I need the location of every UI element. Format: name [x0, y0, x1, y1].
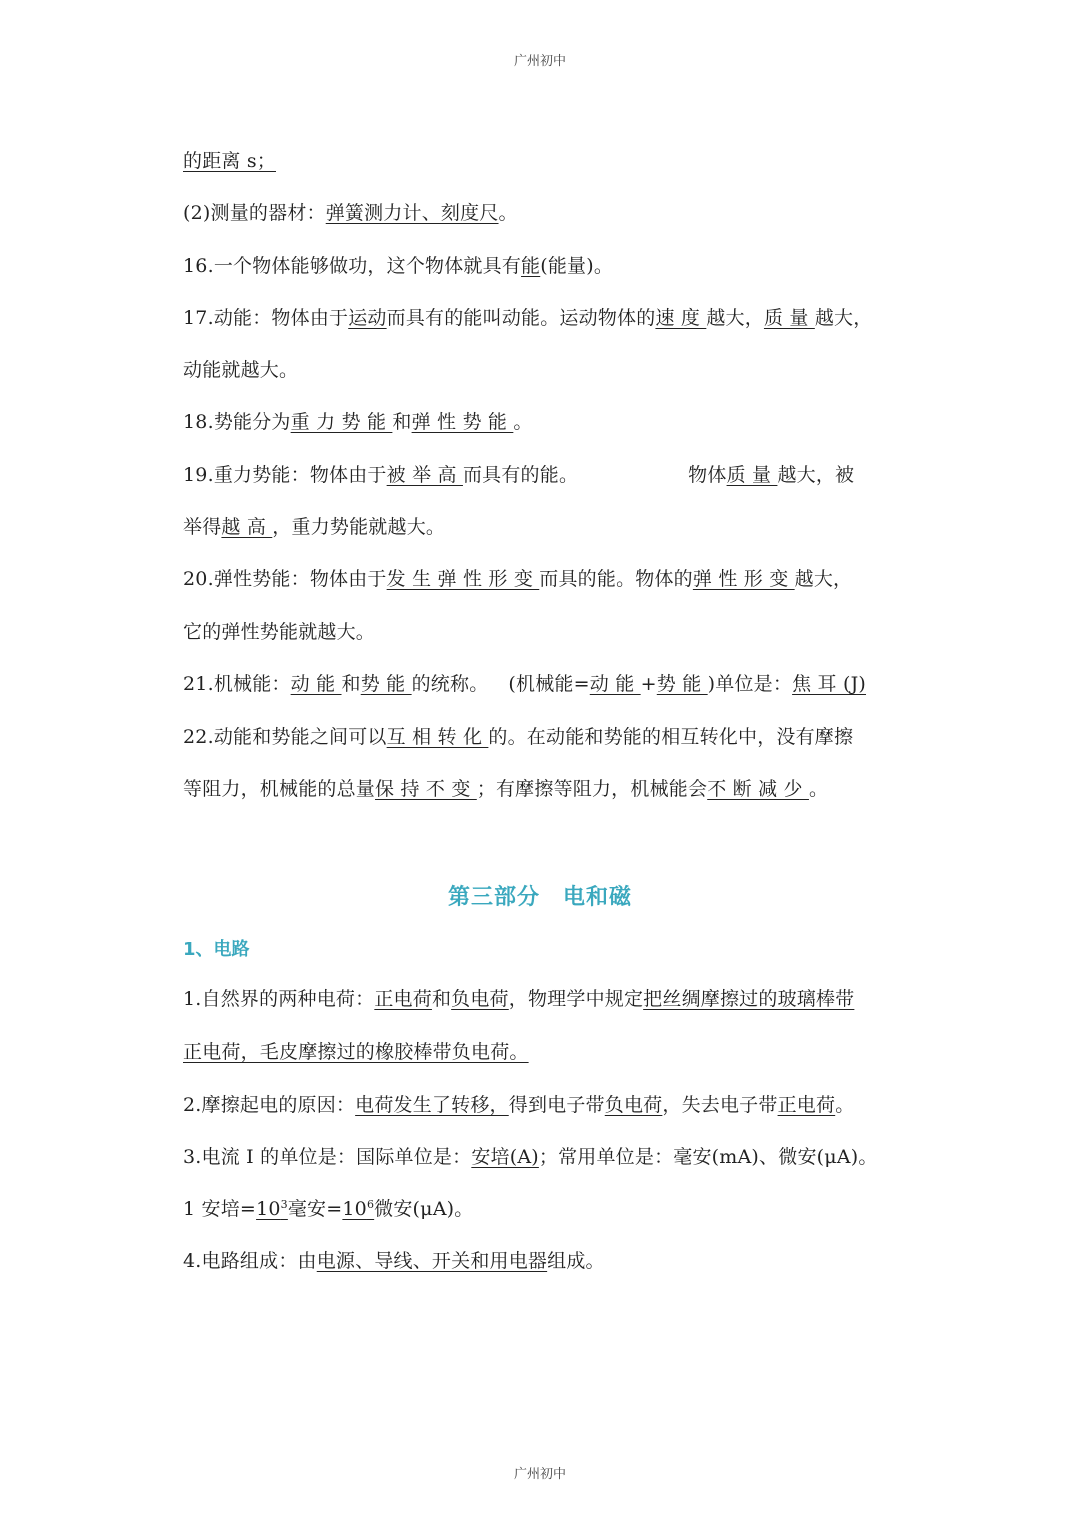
text-segment: ，物理学中规定	[508, 988, 644, 1010]
answer-blank: 焦 耳 (J)	[792, 673, 867, 695]
text-segment: 。	[835, 1094, 855, 1116]
text-line	[183, 1040, 529, 1064]
answer-blank: 越 高	[221, 516, 273, 538]
answer-blank: 正电荷	[374, 988, 432, 1010]
text-segment: 而具的能。物体的	[539, 568, 693, 590]
text-line	[183, 410, 533, 434]
answer-blank	[342, 1198, 374, 1220]
page-footer: 广州初中	[513, 1467, 566, 1482]
answer-blank: 势 能	[360, 673, 412, 695]
answer-blank: 弹簧测力计、刻度尺	[325, 202, 499, 224]
text-segment: 而具有的能叫动能。运动物体的	[386, 307, 656, 329]
exponent-base: 10	[256, 1198, 281, 1220]
text-line	[183, 672, 866, 696]
answer-blank: 发 生 弹 性 形 变	[386, 568, 540, 590]
text-segment: ，重力势能就越大。	[272, 516, 446, 538]
text-segment: 的。在动能和势能的相互转化中，没有摩擦	[488, 726, 854, 748]
answer-blank: 质 量	[763, 307, 815, 329]
text-segment: 18.势能分为	[183, 411, 291, 433]
text-segment: 17.动能：物体由于	[183, 307, 349, 329]
answer-blank: 负电荷	[604, 1094, 663, 1116]
text-segment: 3.电流 I 的单位是：国际单位是：	[183, 1146, 472, 1168]
text-line	[183, 1249, 605, 1273]
text-segment: 1.自然界的两种电荷：	[183, 988, 375, 1010]
text-line	[183, 358, 298, 382]
answer-blank: 动 能	[290, 673, 342, 695]
text-segment: ；有摩擦等阻力，机械能会	[476, 778, 708, 800]
exponent-base: 10	[342, 1198, 367, 1220]
answer-blank: 电源、导线、开关和用电器	[316, 1250, 548, 1272]
section-title: 第三部分 电和磁	[447, 885, 632, 910]
text-line	[183, 987, 854, 1011]
answer-blank: 动 能	[589, 673, 641, 695]
text-line	[183, 777, 828, 801]
text-segment: 20.弹性势能：物体由于	[183, 568, 387, 590]
text-segment: 。	[513, 411, 533, 433]
text-segment: 微安(μA)。	[374, 1198, 474, 1220]
text-segment: 物体	[688, 464, 727, 486]
text-segment: 22.动能和势能之间可以	[183, 726, 387, 748]
answer-blank: 把丝绸摩擦过的玻璃棒带	[643, 988, 855, 1010]
text-segment: 得到电子带	[508, 1094, 605, 1116]
text-segment: (2)测量的器材：	[183, 202, 326, 224]
text-segment: 19.重力势能：物体由于	[183, 464, 387, 486]
text-segment: 越大，	[706, 307, 764, 329]
answer-blank: 负电荷	[451, 988, 509, 1010]
text-line	[183, 515, 445, 539]
answer-blank: 互 相 转 化	[386, 726, 489, 748]
answer-blank: 质 量	[726, 464, 778, 486]
text-segment: 的距离 s；	[183, 150, 276, 172]
text-line	[183, 306, 872, 330]
text-segment: 越大，被	[777, 464, 855, 486]
answer-blank: 被 举 高	[386, 464, 463, 486]
text-segment: 和	[341, 673, 361, 695]
answer-blank: 能	[521, 255, 541, 277]
text-line	[183, 567, 852, 591]
text-segment: ，失去电子带	[662, 1094, 778, 1116]
text-segment: )单位是：	[707, 673, 793, 695]
text-line	[183, 201, 518, 225]
page-header: 广州初中	[513, 54, 566, 69]
text-segment: (能量)。	[540, 255, 614, 277]
text-line	[183, 149, 276, 173]
answer-blank: 重 力 势 能	[290, 411, 393, 433]
text-line	[183, 1197, 473, 1221]
answer-blank: 势 能	[656, 673, 708, 695]
answer-blank: 正电荷	[777, 1094, 836, 1116]
text-line	[183, 254, 613, 278]
answer-blank: 电荷发生了转移，	[355, 1094, 509, 1116]
text-line	[183, 620, 375, 644]
text-segment: 和	[431, 988, 452, 1010]
text-segment: 越大，	[794, 568, 853, 590]
subsection-title: 1、电路	[183, 939, 250, 960]
answer-blank: 不 断 减 少	[707, 778, 809, 800]
text-segment: 。	[498, 202, 518, 224]
answer-blank: 运动	[348, 307, 387, 329]
text-line	[183, 463, 854, 487]
answer-blank	[256, 1198, 288, 1220]
text-segment: 1 安培=	[183, 1198, 257, 1220]
text-line	[183, 1145, 878, 1169]
text-segment: 动能就越大。	[183, 359, 299, 381]
text-segment: +	[640, 673, 657, 695]
text-segment: 。	[808, 778, 829, 800]
text-segment: 组成。	[547, 1250, 605, 1272]
answer-blank: 弹 性 势 能	[411, 411, 514, 433]
text-segment: 16.一个物体能够做功，这个物体就具有	[183, 255, 522, 277]
text-segment: 越大，	[814, 307, 873, 329]
text-segment: 和	[392, 411, 412, 433]
exponent: 3	[280, 1198, 288, 1211]
text-segment: 2.摩擦起电的原因：	[183, 1094, 356, 1116]
text-segment: 21.机械能：	[183, 673, 291, 695]
text-segment: 4.电路组成：由	[183, 1250, 317, 1272]
text-segment: 毫安=	[287, 1198, 343, 1220]
exponent: 6	[366, 1198, 375, 1211]
answer-blank: 正电荷，毛皮摩擦过的橡胶棒带负电荷。	[183, 1041, 529, 1063]
answer-blank: 弹 性 形 变	[692, 568, 795, 590]
text-segment: 举得	[183, 516, 222, 538]
text-line	[183, 1093, 854, 1117]
text-segment: 它的弹性势能就越大。	[183, 621, 376, 643]
answer-blank: 安培(A)	[471, 1146, 539, 1168]
answer-blank: 保 持 不 变	[375, 778, 477, 800]
text-line	[183, 725, 853, 749]
text-segment: ；常用单位是：毫安(mA)、微安(μA)。	[538, 1146, 878, 1168]
text-segment: 的统称。	[411, 673, 489, 695]
text-segment: (机械能=	[508, 673, 590, 695]
text-segment: 而具有的能。	[462, 464, 579, 486]
text-segment: 等阻力，机械能的总量	[183, 778, 376, 800]
answer-blank: 速 度	[655, 307, 707, 329]
